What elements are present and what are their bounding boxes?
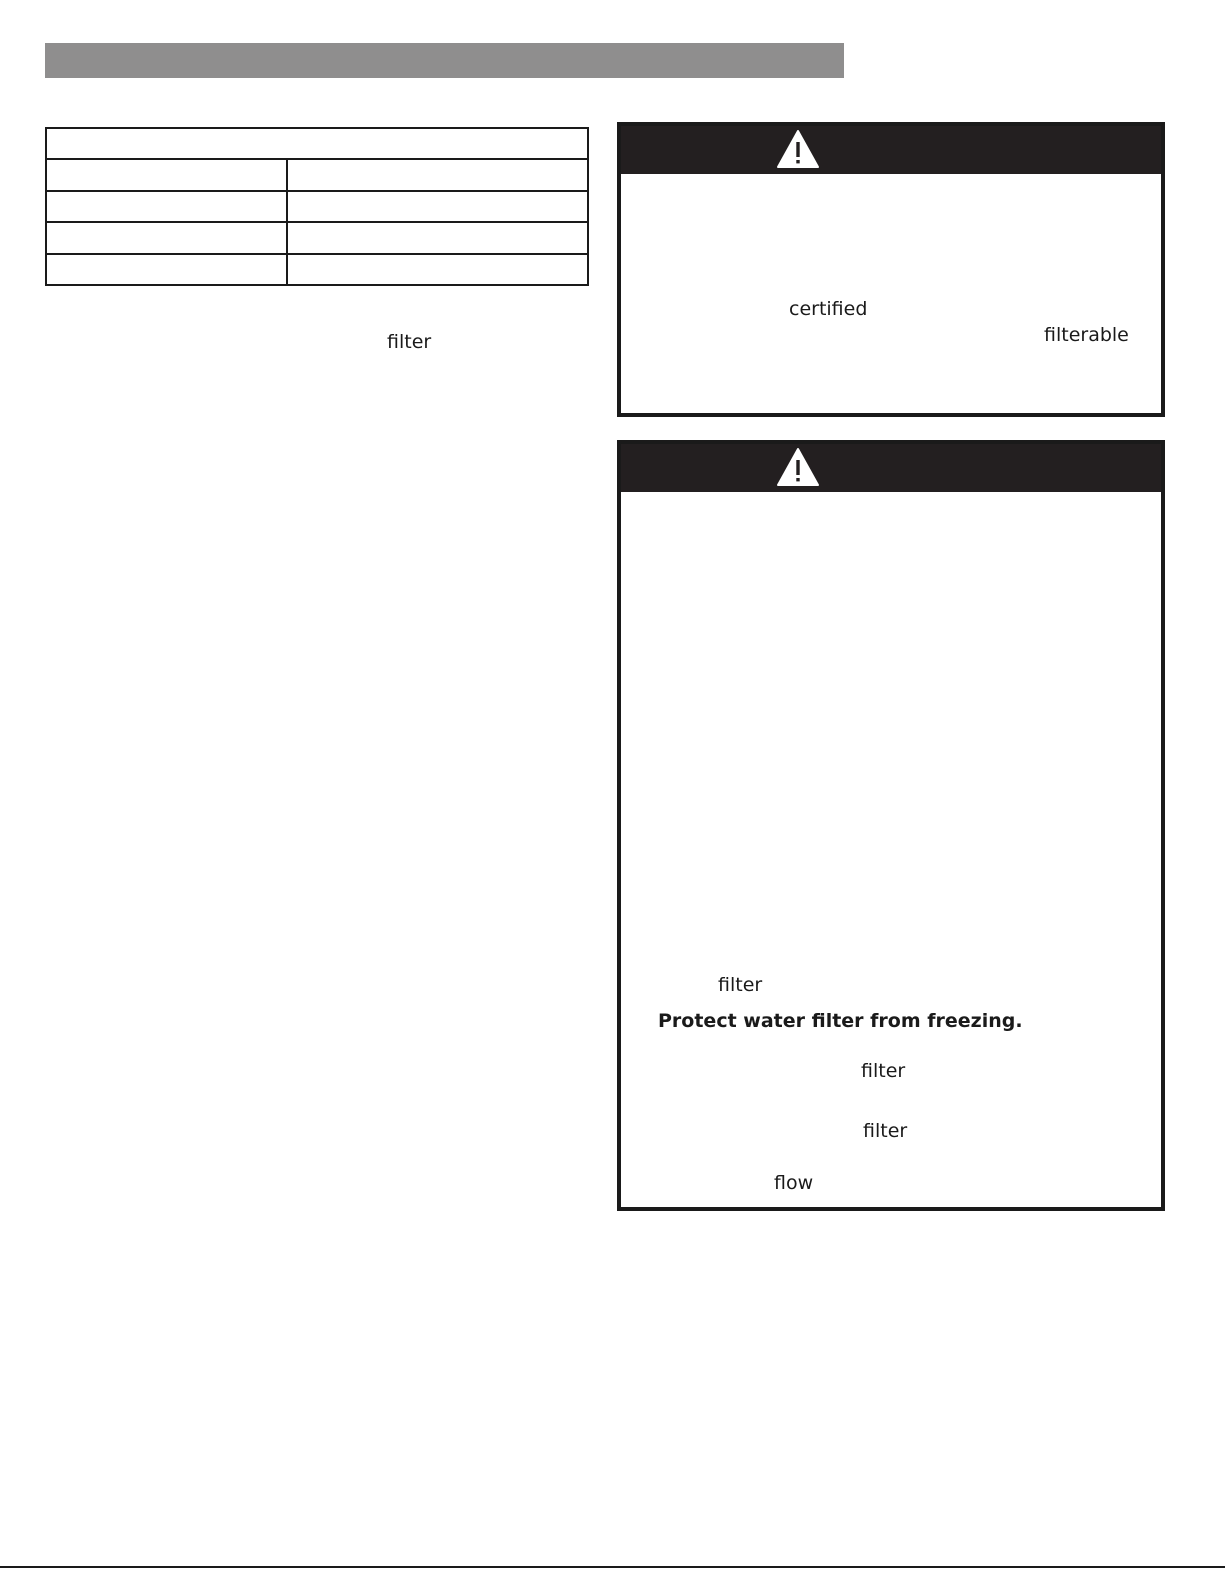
warning-triangle-icon: [776, 447, 820, 487]
table-cell: [287, 254, 588, 285]
table-row: [46, 254, 588, 285]
warning-box-1: [617, 122, 1165, 417]
table-cell: [287, 159, 588, 190]
text-fragment-filter: filter: [718, 974, 763, 996]
warning-header: [621, 126, 1161, 174]
table-row: [46, 222, 588, 253]
warning-header: [621, 444, 1161, 492]
table-row: [46, 159, 588, 190]
text-fragment-certified: certified: [789, 298, 868, 320]
text-fragment-filter: filter: [863, 1120, 908, 1142]
table-cell: [46, 191, 287, 222]
text-fragment-filter: filter: [387, 331, 432, 353]
warning-triangle-icon: [776, 129, 820, 169]
table-cell: [287, 222, 588, 253]
table-cell: [287, 191, 588, 222]
bottom-rule: [0, 1566, 1225, 1568]
table-cell: [46, 254, 287, 285]
bold-warning-line: Protect water filter from freezing.: [658, 1010, 1023, 1032]
text-fragment-flow: flow: [774, 1172, 814, 1194]
text-fragment-filterable: filterable: [1044, 324, 1129, 346]
table-cell: [46, 222, 287, 253]
table-row: [46, 191, 588, 222]
text-fragment-filter: filter: [861, 1060, 906, 1082]
warning-box-2: [617, 440, 1165, 1211]
table-row: [46, 128, 588, 159]
table-cell: [46, 159, 287, 190]
header-bar: [45, 43, 844, 78]
specification-table: [45, 127, 589, 286]
table-header-cell: [46, 128, 588, 159]
